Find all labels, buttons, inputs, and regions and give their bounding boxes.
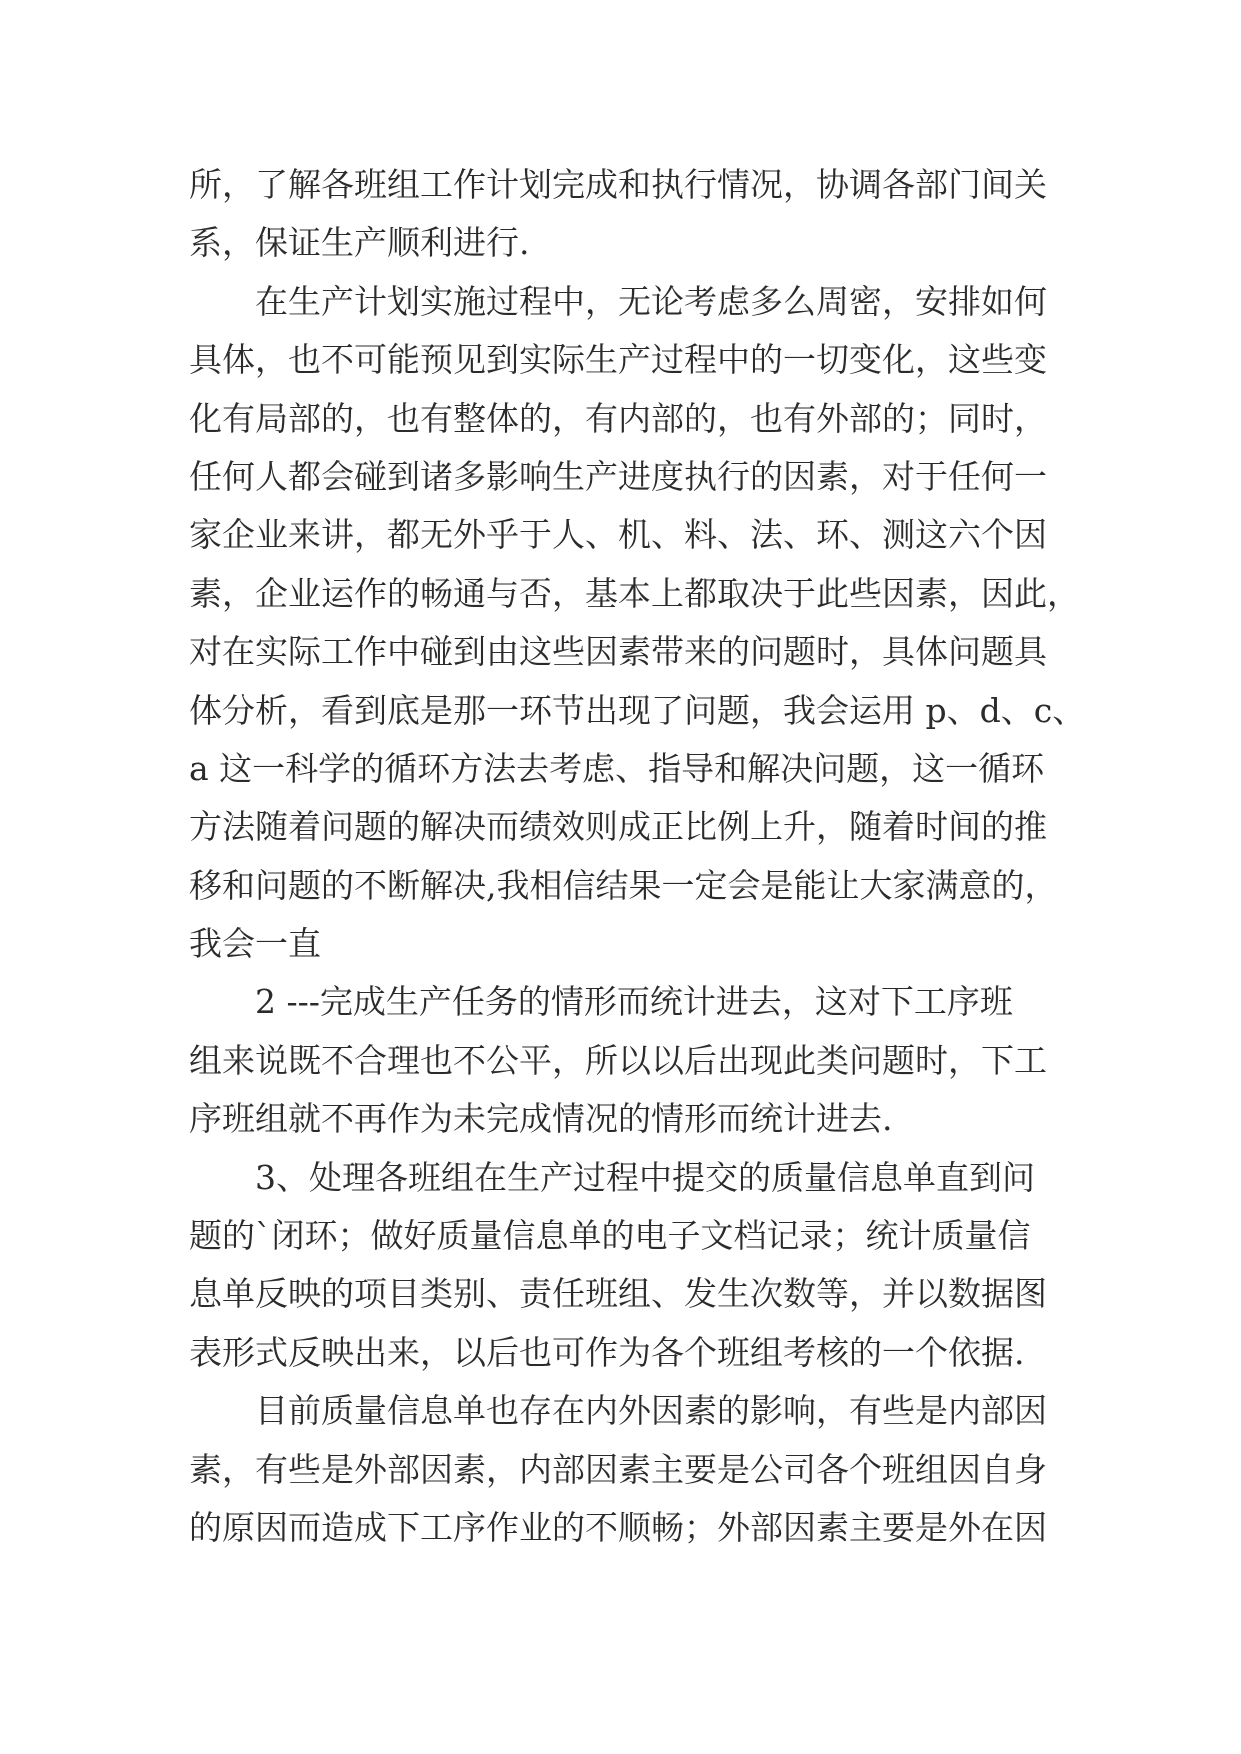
text-line-2: 系，保证生产顺利进行. <box>189 223 530 263</box>
text-line-9: 对在实际工作中碰到由这些因素带来的问题时，具体问题具 <box>189 632 1047 672</box>
text-line-13: 移和问题的不断解决,我相信结果一定会是能让大家满意的， <box>189 865 1058 905</box>
text-line-21: 表形式反映出来，以后也可作为各个班组考核的一个依据. <box>189 1332 1025 1372</box>
text-line-1: 所，了解各班组工作计划完成和执行情况，协调各部门间关 <box>189 165 1047 204</box>
text-line-22: 目前质量信息单也存在内外因素的影响，有些是内部因 <box>255 1391 1047 1431</box>
text-line-23: 素，有些是外部因素，内部因素主要是公司各个班组因自身 <box>189 1449 1047 1489</box>
text-line-17: 序班组就不再作为未完成情况的情形而统计进去. <box>189 1099 893 1139</box>
text-line-15: 2 ---完成生产任务的情形而统计进去，这对下工序班 <box>255 982 1013 1022</box>
text-line-11: a 这一科学的循环方法去考虑、指导和解决问题，这一循环 <box>189 748 1045 788</box>
text-line-18: 3、处理各班组在生产过程中提交的质量信息单直到问 <box>255 1157 1035 1197</box>
text-line-6: 任何人都会碰到诸多影响生产进度执行的因素，对于任何一 <box>189 456 1047 496</box>
text-line-20: 息单反映的项目类别、责任班组、发生次数等，并以数据图 <box>189 1274 1047 1314</box>
text-line-8: 素，企业运作的畅通与否，基本上都取决于此些因素，因此， <box>189 573 1080 613</box>
text-line-16: 组来说既不合理也不公平，所以以后出现此类问题时，下工 <box>189 1040 1047 1080</box>
text-line-19: 题的`闭环；做好质量信息单的电子文档记录；统计质量信 <box>189 1216 1031 1256</box>
text-line-7: 家企业来讲，都无外乎于人、机、料、法、环、测这六个因 <box>189 515 1047 555</box>
text-line-12: 方法随着问题的解决而绩效则成正比例上升，随着时间的推 <box>189 807 1047 847</box>
text-line-14: 我会一直 <box>189 924 321 964</box>
text-line-3: 在生产计划实施过程中，无论考虑多么周密，安排如何 <box>255 281 1047 321</box>
text-line-10: 体分析，看到底是那一环节出现了问题，我会运用 p、d、c、 <box>189 690 1086 730</box>
text-line-24: 的原因而造成下工序作业的不顺畅；外部因素主要是外在因 <box>189 1507 1047 1547</box>
document-body <box>189 156 1086 1557</box>
text-line-5: 化有局部的，也有整体的，有内部的，也有外部的；同时， <box>189 398 1047 438</box>
text-line-4: 具体，也不可能预见到实际生产过程中的一切变化，这些变 <box>189 340 1047 380</box>
